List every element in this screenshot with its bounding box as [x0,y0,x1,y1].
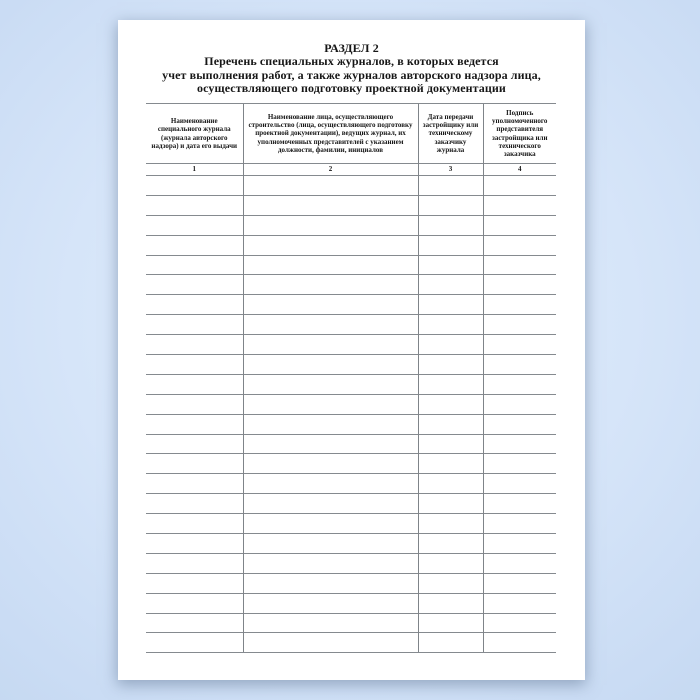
empty-cell [146,355,243,375]
empty-cell [146,255,243,275]
empty-cell [483,613,556,633]
empty-cell [243,553,418,573]
empty-cell [243,474,418,494]
empty-cell [418,255,483,275]
empty-cell [483,514,556,534]
empty-cell [483,215,556,235]
empty-cell [243,355,418,375]
empty-cell [146,514,243,534]
empty-cell [146,374,243,394]
empty-cell [243,374,418,394]
empty-cell [418,275,483,295]
column-header-signature: Подпись уполномоченного представителя застройщика или технического заказчика [483,104,556,164]
empty-cell [483,414,556,434]
empty-cell [146,553,243,573]
empty-cell [418,494,483,514]
empty-cell [146,414,243,434]
empty-cell [243,235,418,255]
empty-cell [146,394,243,414]
empty-cell [243,215,418,235]
empty-cell [146,434,243,454]
empty-cell [418,573,483,593]
empty-table-row [146,593,556,613]
empty-cell [418,235,483,255]
empty-cell [483,474,556,494]
document-heading [118,20,585,96]
empty-cell [243,514,418,534]
empty-cell [483,633,556,653]
empty-cell [243,573,418,593]
empty-table-row [146,295,556,315]
empty-cell [243,613,418,633]
empty-table-row [146,394,556,414]
column-number-row [146,164,556,176]
empty-cell [483,195,556,215]
subtitle-line-2: учет выполнения работ, а также журналов авторского надзора лица, [162,67,541,82]
empty-table-row [146,275,556,295]
empty-table-row [146,534,556,554]
empty-cell [146,573,243,593]
column-header-person-name: Наименование лица, осуществляющего строительство (лица, осуществляющего подготовку проектной документации), ведущих журнал, их уполномоченных представителей с указанием должности, фамилии, инициалов [243,104,418,164]
empty-cell [418,335,483,355]
empty-cell [418,195,483,215]
special-journals-table [146,103,556,653]
empty-cell [483,355,556,375]
empty-table-row [146,235,556,255]
empty-table-row [146,454,556,474]
empty-cell [483,235,556,255]
empty-cell [243,195,418,215]
empty-cell [418,534,483,554]
empty-cell [483,335,556,355]
empty-table-row [146,374,556,394]
column-number-3: 3 [418,164,483,176]
empty-cell [146,295,243,315]
subtitle-line-1: Перечень специальных журналов, в которых ведется [204,54,499,69]
empty-cell [483,374,556,394]
empty-cell [243,633,418,653]
empty-table-row [146,573,556,593]
empty-cell [146,593,243,613]
empty-cell [243,454,418,474]
empty-cell [146,275,243,295]
empty-cell [418,514,483,534]
empty-cell [243,315,418,335]
empty-cell [418,553,483,573]
document-page [118,20,585,680]
column-header-transfer-date: Дата передачи застройщику или техническому заказчику журнала [418,104,483,164]
empty-table-row [146,553,556,573]
empty-cell [146,235,243,255]
empty-cell [418,593,483,613]
empty-cell [418,474,483,494]
empty-cell [483,315,556,335]
empty-cell [418,414,483,434]
empty-cell [483,176,556,196]
empty-table-row [146,474,556,494]
empty-cell [483,494,556,514]
empty-cell [483,394,556,414]
empty-cell [243,434,418,454]
empty-cell [483,593,556,613]
column-number-4: 4 [483,164,556,176]
empty-cell [483,434,556,454]
empty-cell [146,176,243,196]
empty-cell [483,454,556,474]
empty-cell [146,454,243,474]
empty-cell [418,215,483,235]
empty-cell [146,335,243,355]
empty-cell [418,295,483,315]
empty-table-row [146,514,556,534]
empty-cell [483,255,556,275]
empty-cell [418,315,483,335]
empty-table-row [146,176,556,196]
empty-cell [418,374,483,394]
section-title: РАЗДЕЛ 2 [324,41,379,55]
empty-table-row [146,355,556,375]
empty-cell [418,454,483,474]
empty-cell [418,434,483,454]
empty-cell [483,534,556,554]
column-header-journal-name: Наименование специального журнала (журнала авторского надзора) и дата его выдачи [146,104,243,164]
empty-cell [243,414,418,434]
empty-table-row [146,195,556,215]
empty-table-row [146,613,556,633]
empty-cell [418,394,483,414]
empty-cell [483,573,556,593]
empty-cell [146,534,243,554]
empty-cell [483,553,556,573]
empty-table-row [146,414,556,434]
empty-cell [243,255,418,275]
empty-cell [418,633,483,653]
empty-cell [146,195,243,215]
empty-cell [146,215,243,235]
empty-cell [146,494,243,514]
empty-cell [146,633,243,653]
empty-table-row [146,633,556,653]
empty-cell [243,295,418,315]
empty-cell [418,176,483,196]
empty-table-row [146,315,556,335]
table-body [146,176,556,653]
subtitle-line-3: осуществляющего подготовку проектной документации [197,81,506,96]
empty-cell [483,275,556,295]
empty-cell [483,295,556,315]
column-number-1: 1 [146,164,243,176]
empty-table-row [146,434,556,454]
empty-cell [243,534,418,554]
empty-cell [243,335,418,355]
empty-table-row [146,494,556,514]
table-header-row [146,104,556,164]
empty-cell [146,315,243,335]
empty-cell [243,494,418,514]
empty-cell [418,355,483,375]
empty-cell [146,474,243,494]
empty-table-row [146,335,556,355]
empty-cell [243,593,418,613]
empty-cell [243,275,418,295]
empty-table-row [146,215,556,235]
empty-cell [243,394,418,414]
column-number-2: 2 [243,164,418,176]
empty-cell [243,176,418,196]
empty-cell [418,613,483,633]
empty-table-row [146,255,556,275]
empty-cell [146,613,243,633]
